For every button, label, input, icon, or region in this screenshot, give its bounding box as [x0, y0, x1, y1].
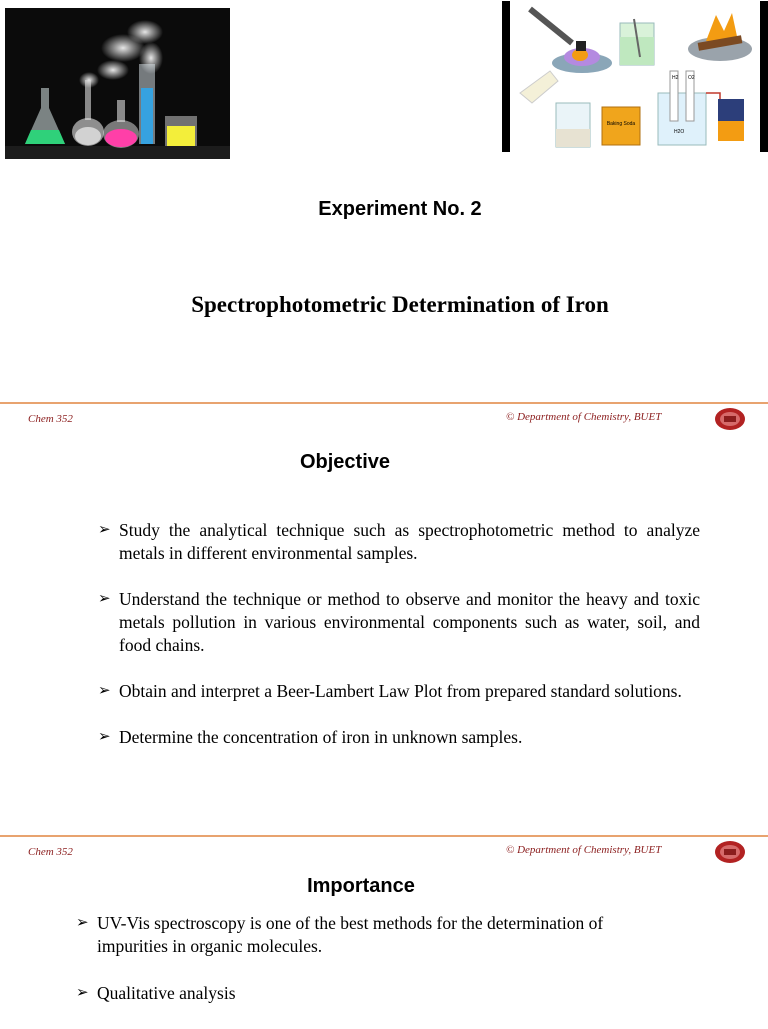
importance-heading: Importance: [307, 875, 415, 897]
importance-text: UV-Vis spectroscopy is one of the best methods for the determination of impurities in organic molecules.: [97, 913, 604, 956]
slide-divider: [0, 402, 768, 404]
arrow-bullet-icon: ➢: [98, 683, 111, 699]
h2o-label: H2O: [674, 129, 685, 135]
list-item: [98, 588, 700, 657]
department-label: © Department of Chemistry, BUET: [506, 411, 662, 423]
objective-text: Study the analytical technique such as spectrophotometric method to analyze metals in different environmental samples.: [119, 520, 700, 563]
objective-text: Obtain and interpret a Beer-Lambert Law Plot from prepared standard solutions.: [119, 681, 682, 701]
objective-heading: Objective: [299, 451, 391, 473]
lab-glassware-photo: [5, 8, 230, 159]
buet-seal-icon: [714, 840, 746, 864]
importance-text: Qualitative analysis: [97, 983, 236, 1003]
list-item: [98, 519, 700, 565]
arrow-bullet-icon: ➢: [98, 591, 111, 607]
department-label: © Department of Chemistry, BUET: [506, 844, 662, 856]
arrow-bullet-icon: ➢: [76, 915, 89, 931]
importance-list: [76, 912, 676, 1029]
course-label: Chem 352: [28, 846, 73, 858]
experiment-heading: Experiment No. 2: [318, 198, 482, 220]
chemistry-reactions-illustration: [502, 1, 768, 152]
list-item: [98, 680, 700, 703]
slide-divider: [0, 835, 768, 837]
arrow-bullet-icon: ➢: [98, 729, 111, 745]
course-label: Chem 352: [28, 413, 73, 425]
list-item: [98, 726, 700, 749]
buet-seal-icon: [714, 407, 746, 431]
experiment-title: Spectrophotometric Determination of Iron: [191, 292, 609, 317]
o2-label: O2: [688, 75, 695, 81]
list-item: [76, 982, 676, 1005]
h2-label: H2: [672, 75, 679, 81]
objective-text: Understand the technique or method to observe and monitor the heavy and toxic metals pollution in various environmental components such as water, soil, and food chains.: [119, 589, 700, 655]
arrow-bullet-icon: ➢: [98, 522, 111, 538]
list-item: [76, 912, 676, 958]
objective-text: Determine the concentration of iron in unknown samples.: [119, 727, 523, 747]
objective-list: [98, 519, 700, 772]
arrow-bullet-icon: ➢: [76, 985, 89, 1001]
baking-soda-label: Baking Soda: [606, 121, 636, 127]
